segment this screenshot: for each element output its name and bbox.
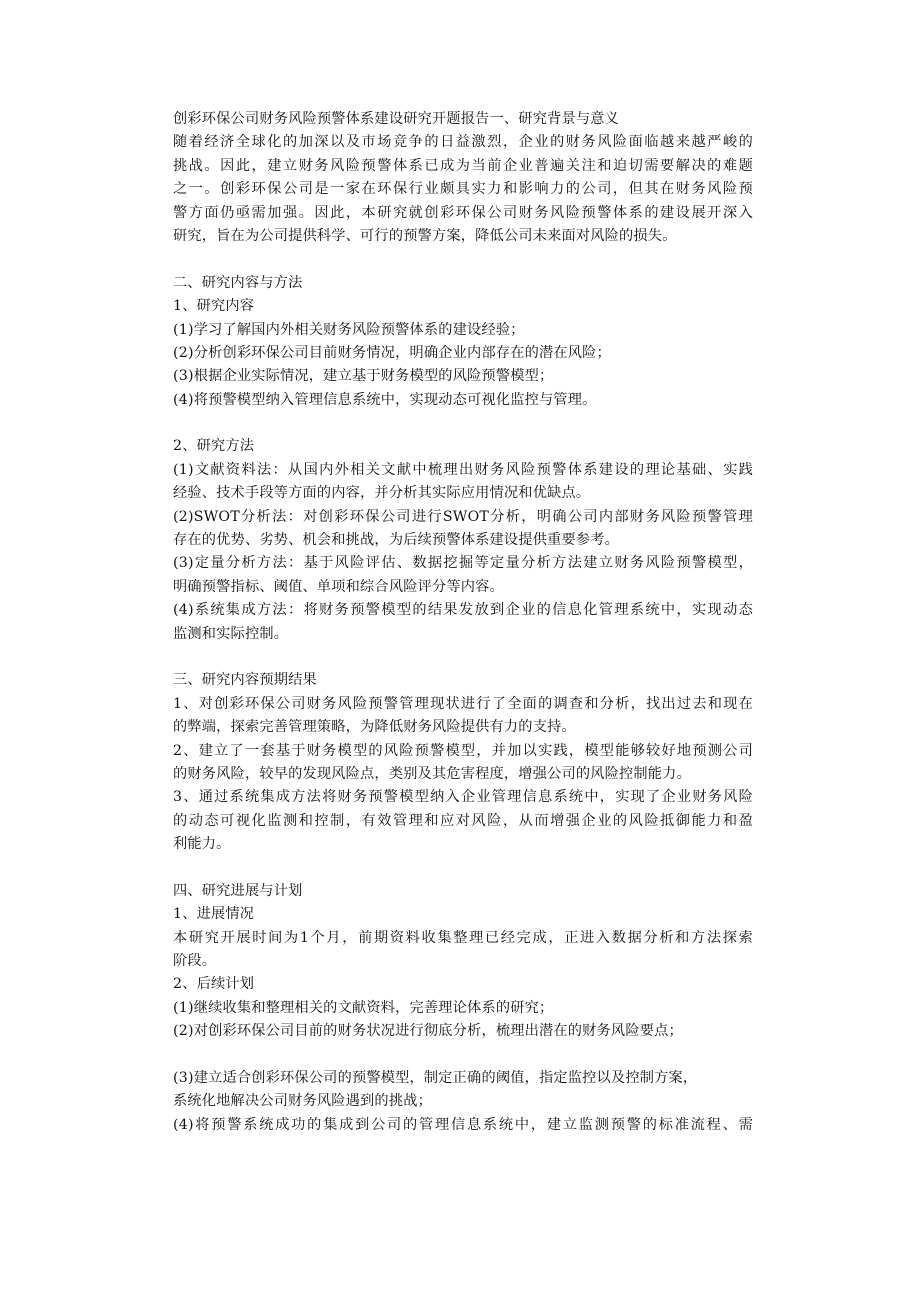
paragraph-line: (2)SWOT分析法：对创彩环保公司进行SWOT分析，明确公司内部财务风险预警管理 [173,508,753,525]
subsection-heading: 2、后续计划 [173,976,255,993]
paragraph-line: 2、建立了一套基于财务模型的风险预警模型，并加以实践，模型能够较好地预测公司 [173,742,753,759]
paragraph-line: 利能力。 [173,836,231,853]
list-item: (2)对创彩环保公司目前的财务状况进行彻底分析，梳理出潜在的财务风险要点； [173,1023,683,1040]
document-body [173,108,753,1137]
paragraph-line: 的弊端，探索完善管理策略，为降低财务风险提供有力的支持。 [173,719,576,736]
paragraph-line: 明确预警指标、阈值、单项和综合风险评分等内容。 [173,578,504,595]
list-item: (1)学习了解国内外相关财务风险预警体系的建设经验； [173,321,525,338]
subsection-heading: 1、进展情况 [173,906,255,923]
paragraph-line: 之一。创彩环保公司是一家在环保行业颇具实力和影响力的公司，但其在财务风险预 [173,181,753,198]
paragraph-line: (3)定量分析方法：基于风险评估、数据挖掘等定量分析方法建立财务风险预警模型， [173,555,753,572]
list-item: (1)继续收集和整理相关的文献资料，完善理论体系的研究； [173,999,554,1016]
paragraph-line: 挑战。因此，建立财务风险预警体系已成为当前企业普遍关注和迫切需要解决的难题 [173,157,753,174]
paragraph-line: 随着经济全球化的加深以及市场竞争的日益激烈，企业的财务风险面临越来越严峻的 [173,134,753,151]
subsection-heading: 2、研究方法 [173,438,255,455]
list-item: (4)将预警系统成功的集成到公司的管理信息系统中，建立监测预警的标准流程、需 [173,1116,753,1133]
paragraph-line: 研究，旨在为公司提供科学、可行的预警方案，降低公司未来面对风险的损失。 [173,227,677,244]
paragraph-line: 3、通过系统集成方法将财务预警模型纳入企业管理信息系统中，实现了企业财务风险 [173,789,753,806]
paragraph-line: 本研究开展时间为1个月，前期资料收集整理已经完成，正进入数据分析和方法探索 [173,929,753,946]
list-item: (3)根据企业实际情况，建立基于财务模型的风险预警模型； [173,368,554,385]
paragraph-line: 监测和实际控制。 [173,625,289,642]
paragraph-line: (4)系统集成方法：将财务预警模型的结果发放到企业的信息化管理系统中，实现动态 [173,602,753,619]
list-item: (3)建立适合创彩环保公司的预警模型，制定正确的阈值，指定监控以及控制方案， [173,1070,698,1087]
list-item: (2)分析创彩环保公司目前财务情况，明确企业内部存在的潜在风险； [173,344,611,361]
paragraph-line: 存在的优势、劣势、机会和挑战，为后续预警体系建设提供重要参考。 [173,532,620,549]
paragraph-line: 1、对创彩环保公司财务风险预警管理现状进行了全面的调查和分析，找出过去和现在 [173,695,753,712]
paragraph-line: 的动态可视化监测和控制，有效管理和应对风险，从而增强企业的风险抵御能力和盈 [173,812,753,829]
section-heading: 二、研究内容与方法 [173,274,303,291]
list-item: (4)将预警模型纳入管理信息系统中，实现动态可视化监控与管理。 [173,391,597,408]
document-title: 创彩环保公司财务风险预警体系建设研究开题报告一、研究背景与意义 [173,111,620,127]
section-heading: 四、研究进展与计划 [173,882,303,899]
list-item: 系统化地解决公司财务风险遇到的挑战； [173,1093,432,1110]
paragraph-line: 警方面仍亟需加强。因此，本研究就创彩环保公司财务风险预警体系的建设展开深入 [173,204,753,221]
paragraph-line: 的财务风险，较早的发现风险点，类别及其危害程度，增强公司的风险控制能力。 [173,765,691,782]
section-heading: 三、研究内容预期结果 [173,672,317,689]
paragraph-line: 经验、技术手段等方面的内容，并分析其实际应用情况和优缺点。 [173,485,591,502]
paragraph-line: 阶段。 [173,953,217,970]
subsection-heading: 1、研究内容 [173,298,255,315]
paragraph-line: (1)文献资料法：从国内外相关文献中梳理出财务风险预警体系建设的理论基础、实践 [173,461,753,478]
